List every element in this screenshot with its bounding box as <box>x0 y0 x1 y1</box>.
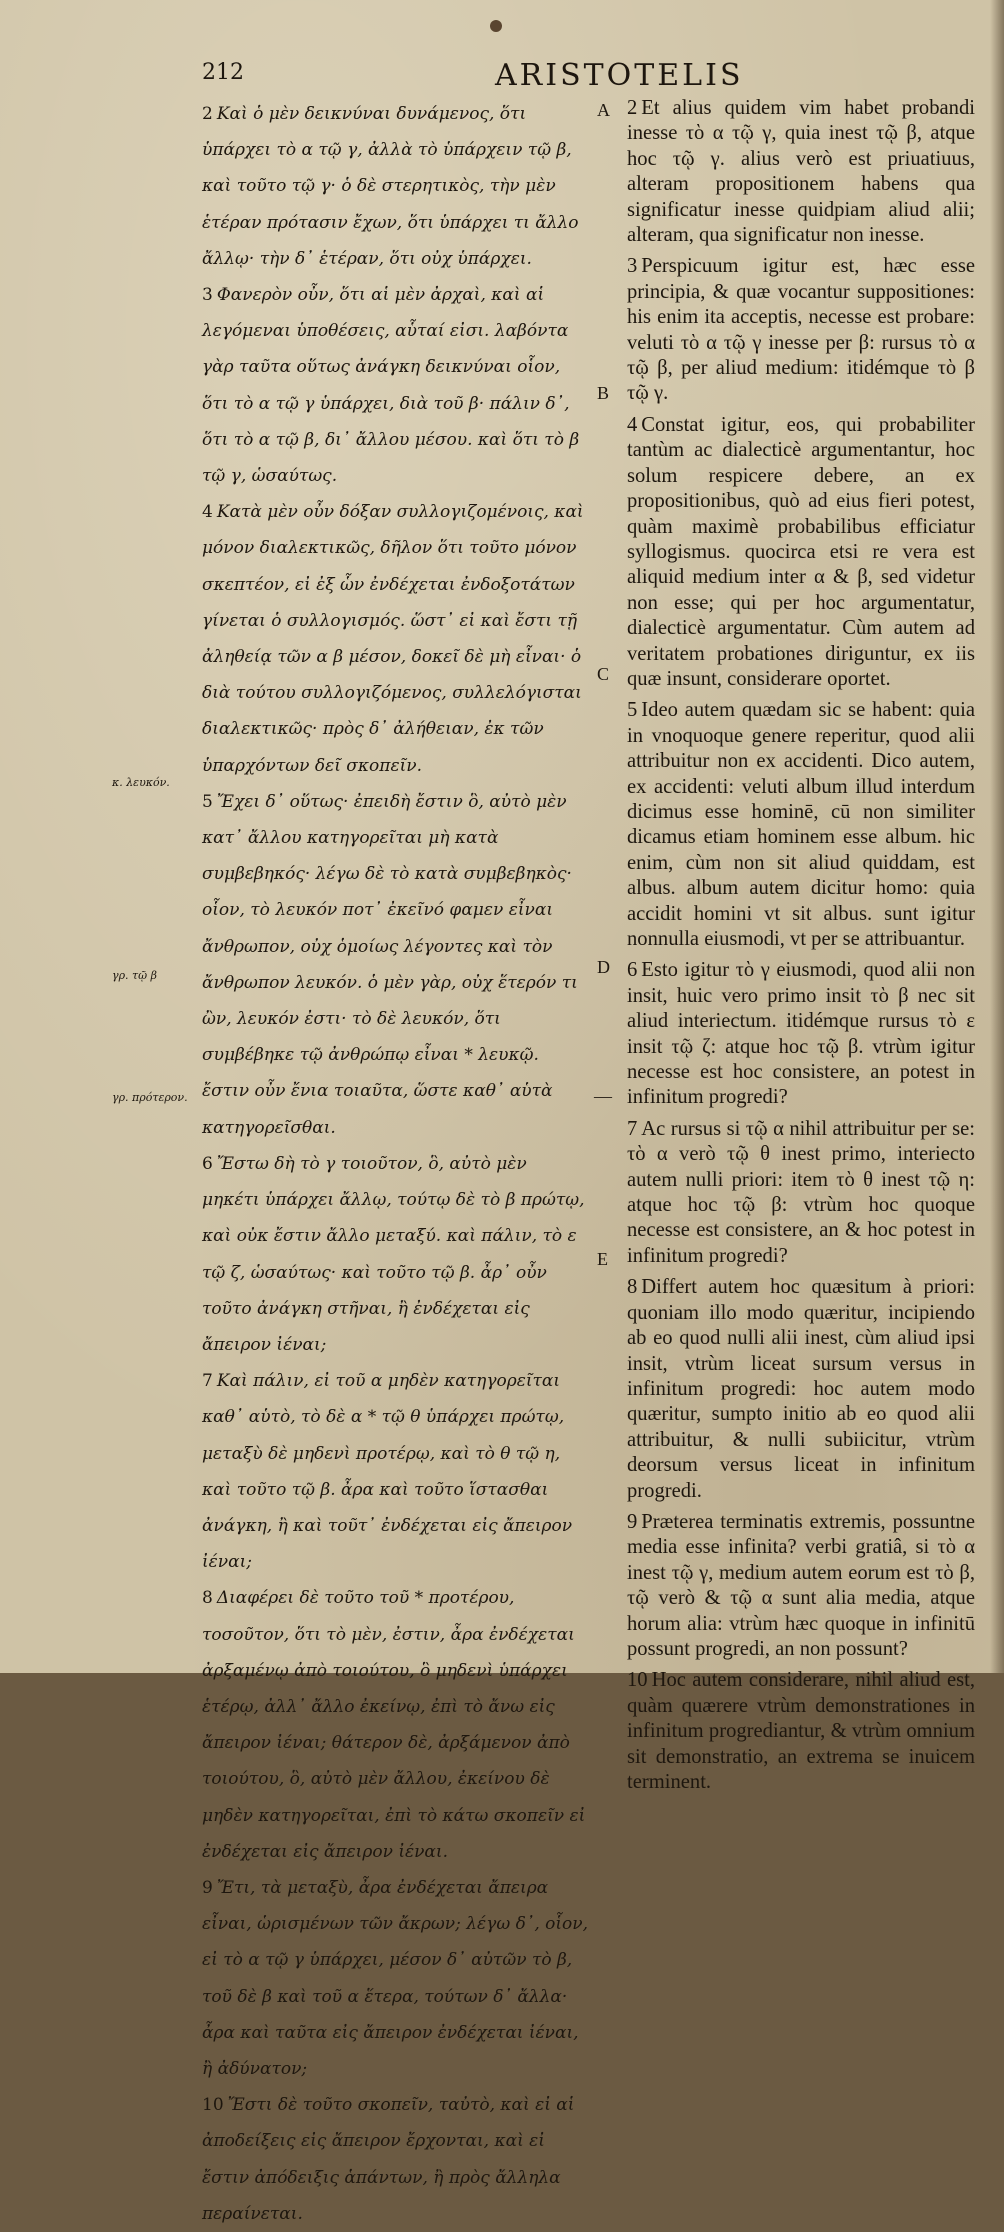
margin-gloss-2: γρ. τῷ β <box>112 969 157 982</box>
page-edge-shadow <box>990 0 1004 1673</box>
greek-paragraph-3 <box>202 277 589 494</box>
paragraph-text: Perspicuum igitur est, hæc esse principia, & quæ vocantur suppositiones: his enim ita acceptis, necesse est probare: veluti τὸ α τῷ γ inesse per β: rursus τὸ α τῷ β, per aliud medium: itidémque τὸ β τῷ γ. <box>627 255 975 405</box>
greek-paragraph-6 <box>202 1146 589 1363</box>
page-number: 212 <box>202 60 244 85</box>
margin-gloss-3: γρ. πρότερον. <box>112 1091 188 1104</box>
latin-paragraph-8 <box>627 1275 975 1504</box>
paragraph-text: Constat igitur, eos, qui probabiliter tantùm ac dialecticè argumentantur, hoc solum respicere debere, an ex propositionibus, quò ad eius fieri potest, quàm maximè probabilibus efficiatur syllogismus. quocirca etsi re vera est aliquid medium inter α & β, sed videtur non esse; qui per hoc argumentatur, dialecticè argumentatur. Cùm autem ad veritatem probationes diriguntur, ex iis quæ insunt, considerare oportet. <box>627 413 975 690</box>
paragraph-number: 6 <box>202 1153 213 1174</box>
paragraph-number: 10 <box>202 2095 224 2116</box>
binding-hole <box>490 20 502 32</box>
running-head: ARISTOTELIS <box>495 58 744 93</box>
margin-dash: — <box>594 1086 612 1106</box>
paragraph-number: 9 <box>202 1877 213 1898</box>
paragraph-text: Differt autem hoc quæsitum à priori: quoniam illo modo quæritur, incipiendo ab eo quod nulli alii inest, cùm aliud ipsi insit, vtrùm liceat sursum versus in infinitum progredi: hoc autem modo quæritur, sumpto initio ab eo quod alii attribuitur, & nulli subiicitur, vtrùm deorsum versus liceat in infinitum progredi. <box>627 1276 975 1502</box>
paragraph-number: 6 <box>627 959 638 982</box>
paragraph-text: Ideo autem quædam sic se habent: quia in vnoquoque genere reperitur, quod alii attribuitur non ex accidenti. Dico autem, ex accidenti: veluti album illud interdum dicimus esse hominē, cū non similiter dicamus etiam hominem esse album. hic enim, cùm non sit aliud quiddam, est albus. album autem dicitur homo: quia accidit homini vt sit albus. sunt igitur nonnulla eiusmodi, vt per se attribuantur. <box>627 699 975 950</box>
greek-paragraph-10 <box>202 2087 589 2232</box>
paragraph-number: 3 <box>627 255 638 278</box>
paragraph-number: 5 <box>202 791 213 812</box>
latin-paragraph-4 <box>627 413 975 692</box>
greek-paragraph-7 <box>202 1363 589 1580</box>
paragraph-text: Καὶ πάλιν, εἰ τοῦ α μηδὲν κατηγορεῖται καθ᾽ αὑτὸ, τὸ δὲ α * τῷ θ ὑπάρχει πρώτῳ, μεταξὺ δὲ μηδενὶ προτέρῳ, καὶ τὸ θ τῷ η, καὶ τοῦτο τῷ β. ἆρα καὶ τοῦτο ἵστασθαι ἀνάγκη, ἢ καὶ τοῦτ᾽ ἐνδέχεται εἰς ἄπειρον ἰέναι; <box>202 1371 573 1573</box>
paragraph-number: 7 <box>627 1117 638 1140</box>
section-letter-d: D <box>597 957 610 977</box>
paragraph-number: 2 <box>627 97 638 119</box>
paragraph-text: Καὶ ὁ μὲν δεικνύναι δυνάμενος, ὅτι ὑπάρχει τὸ α τῷ γ, ἀλλὰ τὸ ὑπάρχειν τῷ β, καὶ τοῦτο τῷ γ· ὁ δὲ στερητικὸς, τὴν μὲν ἑτέραν πρότασιν ἔχων, ὅτι ὑπάρχει τι ἄλλο ἄλλῳ· τὴν δ᾽ ἑτέραν, ὅτι οὐχ ὑπάρχει. <box>202 104 579 269</box>
paragraph-text: Διαφέρει δὲ τοῦτο τοῦ * προτέρου, τοσοῦτον, ὅτι τὸ μὲν, ἐστιν, ἆρα ἐνδέχεται ἀρξαμένῳ ἀπὸ τοιούτου, ὃ μηδενὶ ὑπάρχει ἑτέρῳ, ἀλλ᾽ ἄλλο ἐκείνῳ, ἐπὶ τὸ ἄνω εἰς ἄπειρον ἰέναι; θάτερον δὲ, ἀρξάμενον ἀπὸ τοιούτου, ὃ, αὐτὸ μὲν ἄλλου, ἐκείνου δὲ μηδὲν κατηγορεῖται, ἐπὶ τὸ κάτω σκοπεῖν εἰ ἐνδέχεται εἰς ἄπειρον ἰέναι. <box>202 1588 586 1862</box>
latin-paragraph-5 <box>627 698 975 952</box>
paragraph-text: Hoc autem considerare, nihil aliud est, quàm quærere vtrùm demonstrationes in infinitum progrediantur, & vtrùm omnium sit demonstratio, an extrema se inuicem terminent. <box>627 1669 975 1793</box>
paragraph-number: 8 <box>202 1588 213 1609</box>
paragraph-number: 2 <box>202 104 213 124</box>
paragraph-text: Ἔτι, τὰ μεταξὺ, ἆρα ἐνδέχεται ἄπειρα εἶναι, ὡρισμένων τῶν ἄκρων; λέγω δ᾽, οἷον, εἰ τὸ α τῷ γ ὑπάρχει, μέσον δ᾽ αὐτῶν τὸ β, τοῦ δὲ β καὶ τοῦ α ἕτερα, τούτων δ᾽ ἄλλα· ἆρα καὶ ταῦτα εἰς ἄπειρον ἐνδέχεται ἰέναι, ἢ ἀδύνατον; <box>202 1877 589 2079</box>
paragraph-text: Esto igitur τὸ γ eiusmodi, quod alii non insit, huic vero primo insit τὸ β nec sit aliud interiectum. itidémque rursus τὸ ε insit τῷ ζ: atque hoc τῷ β. vtrùm igitur necesse est hoc consistere, an potest in infinitum progredi? <box>627 959 975 1109</box>
greek-paragraph-9 <box>202 1870 589 2087</box>
paragraph-text: Ἔχει δ᾽ οὕτως· ἐπειδὴ ἔστιν ὃ, αὐτὸ μὲν κατ᾽ ἄλλου κατηγορεῖται μὴ κατὰ συμβεβηκός· λέγω δὲ τὸ κατὰ συμβεβηκὸς· οἷον, τὸ λευκόν ποτ᾽ ἐκεῖνό φαμεν εἶναι ἄνθρωπον, οὐχ ὁμοίως λέγοντες καὶ τὸν ἄνθρωπον λευκόν. ὁ μὲν γὰρ, οὐχ ἕτερόν τι ὢν, λευκόν ἐστι· τὸ δὲ λευκόν, ὅτι συμβέβηκε τῷ ἀνθρώπῳ εἶναι * λευκῷ. ἔστιν οὖν ἔνια τοιαῦτα, ὥστε καθ᾽ αὑτὰ κατηγορεῖσθαι. <box>202 791 578 1138</box>
paragraph-text: Ἔστι δὲ τοῦτο σκοπεῖν, ταὐτὸ, καὶ εἰ αἱ ἀποδείξεις εἰς ἄπειρον ἔρχονται, καὶ εἰ ἔστιν ἀπόδειξις ἁπάντων, ἢ πρὸς ἄλληλα περαίνεται. <box>202 2095 575 2224</box>
paragraph-text: Κατὰ μὲν οὖν δόξαν συλλογιζομένοις, καὶ μόνον διαλεκτικῶς, δῆλον ὅτι τοῦτο μόνον σκεπτέον, εἰ ἐξ ὧν ἐνδέχεται ἐνδοξοτάτων γίνεται ὁ συλλογισμός. ὥστ᾽ εἰ καὶ ἔστι τῇ ἀληθείᾳ τῶν α β μέσον, δοκεῖ δὲ μὴ εἶναι· ὁ διὰ τούτου συλλογιζόμενος, συλλελόγισται διαλεκτικῶς· πρὸς δ᾽ ἀλήθειαν, ἐκ τῶν ὑπαρχόντων δεῖ σκοπεῖν. <box>202 502 584 776</box>
greek-paragraph-2 <box>202 96 589 277</box>
margin-gloss-1: κ. λευκόν. <box>112 776 170 789</box>
paragraph-text: Φανερὸν οὖν, ὅτι αἱ μὲν ἀρχαὶ, καὶ αἱ λεγόμεναι ὑποθέσεις, αὗταί εἰσι. λαβόντα γὰρ ταῦτα οὕτως ἀνάγκη δεικνύναι οἷον, ὅτι τὸ α τῷ γ ὑπάρχει, διὰ τοῦ β· πάλιν δ᾽, ὅτι τὸ α τῷ β, δι᾽ ἄλλου μέσου. καὶ ὅτι τὸ β τῷ γ, ὡσαύτως. <box>202 285 580 487</box>
greek-text-column <box>202 96 589 2232</box>
paragraph-text: Præterea terminatis extremis, possuntne media esse infinita? verbi gratiâ, si τὸ α inest τῷ γ, medium autem eorum est τὸ β, τῷ verò & τῷ α sunt alia media, atque horum alia: vtrùm hæc quoque in infinitū possunt progredi, an non possunt? <box>627 1510 975 1660</box>
paragraph-text: Et alius quidem vim habet probandi inesse τὸ α τῷ γ, quia inest τῷ β, atque hoc τῷ γ. alius verò est priuatiuus, alteram propositionem habens qua significatur inesse quidpiam aliud alii; alteram, qua significatur non inesse. <box>627 97 975 247</box>
greek-paragraph-8 <box>202 1580 589 1870</box>
section-letter-a: A <box>597 100 610 120</box>
greek-paragraph-4 <box>202 494 589 784</box>
paragraph-number: 7 <box>202 1371 213 1392</box>
section-letter-e: E <box>597 1249 608 1269</box>
latin-paragraph-6 <box>627 958 975 1110</box>
paragraph-text: Ac rursus si τῷ α nihil attribuitur per se: τὸ α verò τῷ θ inest primo, interiecto autem nulli priori: item τὸ θ inest τῷ η: atque hoc τῷ β: vtrùm hoc quoque necesse est consistere, an & hoc potest in infinitum progredi? <box>627 1117 975 1267</box>
paragraph-number: 5 <box>627 699 638 722</box>
latin-text-column <box>627 96 975 1801</box>
paragraph-number: 10 <box>627 1669 648 1692</box>
latin-paragraph-9 <box>627 1510 975 1662</box>
paragraph-number: 4 <box>202 502 213 523</box>
paragraph-number: 8 <box>627 1276 638 1299</box>
section-letter-b: B <box>597 383 610 403</box>
section-letter-c: C <box>597 664 610 684</box>
paragraph-number: 9 <box>627 1510 638 1533</box>
latin-paragraph-10 <box>627 1668 975 1795</box>
latin-paragraph-2 <box>627 96 975 248</box>
paragraph-number: 4 <box>627 413 638 436</box>
paragraph-text: Ἔστω δὴ τὸ γ τοιοῦτον, ὃ, αὐτὸ μὲν μηκέτι ὑπάρχει ἄλλῳ, τούτῳ δὲ τὸ β πρώτῳ, καὶ οὐκ ἔστιν ἄλλο μεταξύ. καὶ πάλιν, τὸ ε τῷ ζ, ὡσαύτως· καὶ τοῦτο τῷ β. ἆρ᾽ οὖν τοῦτο ἀνάγκη στῆναι, ἢ ἐνδέχεται εἰς ἄπειρον ἰέναι; <box>202 1153 585 1355</box>
latin-paragraph-3 <box>627 254 975 406</box>
greek-paragraph-5 <box>202 784 589 1146</box>
latin-paragraph-7 <box>627 1117 975 1269</box>
paragraph-number: 3 <box>202 285 213 306</box>
